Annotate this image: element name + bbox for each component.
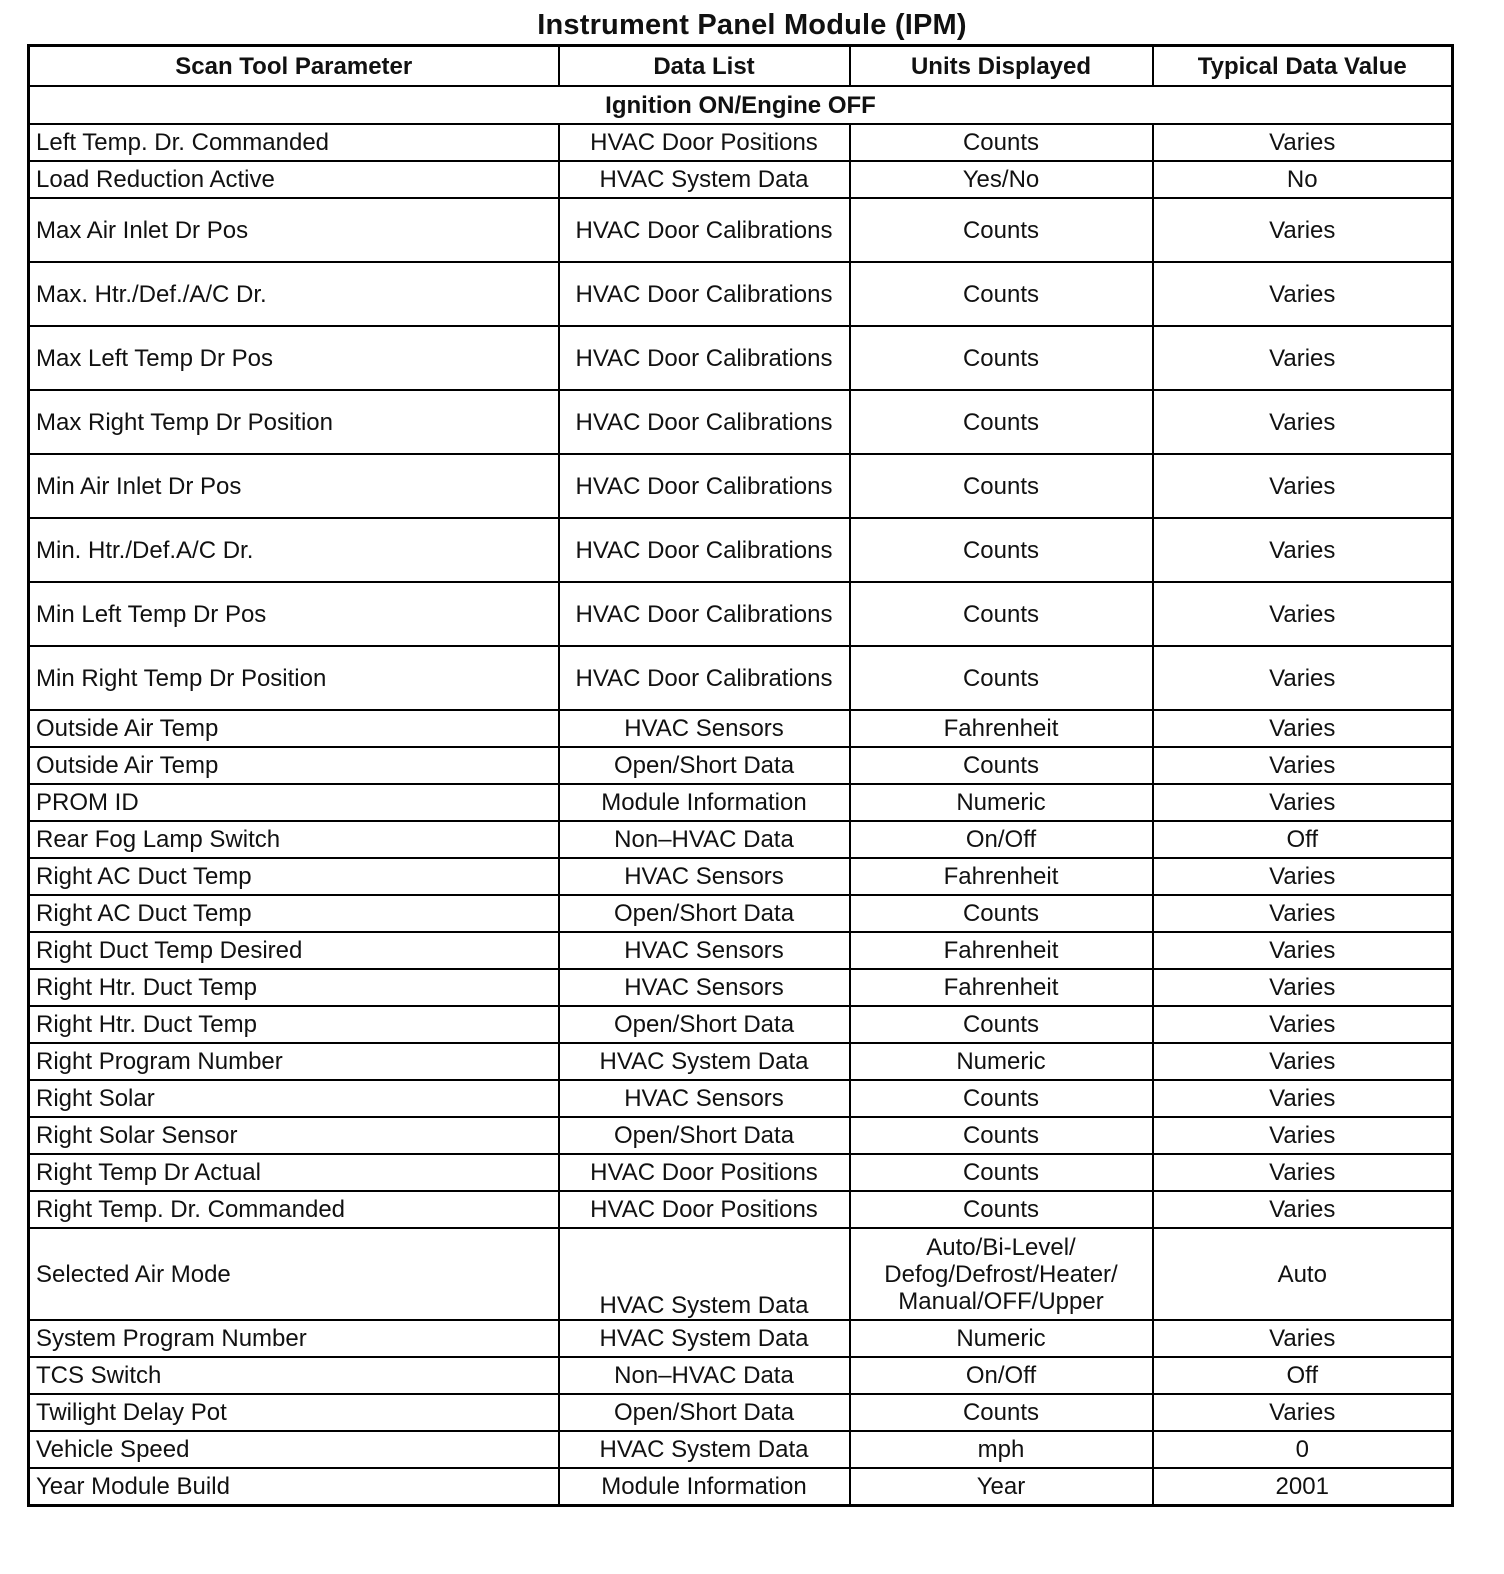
cell-data-list: HVAC Door Calibrations — [559, 390, 850, 454]
cell-parameter: Right Solar — [29, 1080, 559, 1117]
table-row — [29, 518, 1453, 582]
cell-units: Numeric — [850, 784, 1153, 821]
cell-units: Counts — [850, 1191, 1153, 1228]
table-row — [29, 1006, 1453, 1043]
cell-parameter: Max. Htr./Def./A/C Dr. — [29, 262, 559, 326]
cell-units: Counts — [850, 1154, 1153, 1191]
table-row — [29, 646, 1453, 710]
cell-data-list: HVAC System Data — [559, 1431, 850, 1468]
table-row — [29, 582, 1453, 646]
table-row — [29, 1320, 1453, 1357]
cell-data-list: HVAC Door Calibrations — [559, 262, 850, 326]
cell-parameter: Rear Fog Lamp Switch — [29, 821, 559, 858]
cell-units: Counts — [850, 747, 1153, 784]
cell-typical: Off — [1153, 1357, 1453, 1394]
cell-units: Counts — [850, 1117, 1153, 1154]
cell-units: Counts — [850, 326, 1153, 390]
table-row — [29, 1431, 1453, 1468]
table-row — [29, 1191, 1453, 1228]
cell-parameter: PROM ID — [29, 784, 559, 821]
cell-parameter: Max Right Temp Dr Position — [29, 390, 559, 454]
cell-typical: Auto — [1153, 1228, 1453, 1320]
ipm-data-table — [27, 44, 1454, 1507]
cell-typical: Varies — [1153, 1117, 1453, 1154]
cell-typical: Varies — [1153, 932, 1453, 969]
cell-parameter: Right Duct Temp Desired — [29, 932, 559, 969]
cell-units: On/Off — [850, 821, 1153, 858]
cell-parameter: Max Air Inlet Dr Pos — [29, 198, 559, 262]
cell-units: Counts — [850, 454, 1153, 518]
cell-units: Yes/No — [850, 161, 1153, 198]
cell-units: Counts — [850, 198, 1153, 262]
cell-data-list: Open/Short Data — [559, 895, 850, 932]
table-row — [29, 454, 1453, 518]
cell-parameter: System Program Number — [29, 1320, 559, 1357]
cell-data-list: HVAC Door Positions — [559, 1191, 850, 1228]
cell-data-list: HVAC Door Calibrations — [559, 582, 850, 646]
cell-units: Counts — [850, 1080, 1153, 1117]
header-scan-tool-parameter: Scan Tool Parameter — [29, 46, 559, 87]
cell-data-list: Open/Short Data — [559, 1117, 850, 1154]
cell-typical: Varies — [1153, 1006, 1453, 1043]
table-row — [29, 710, 1453, 747]
cell-parameter: Right Solar Sensor — [29, 1117, 559, 1154]
cell-data-list: HVAC Door Calibrations — [559, 518, 850, 582]
cell-data-list: HVAC Sensors — [559, 969, 850, 1006]
cell-parameter: Outside Air Temp — [29, 747, 559, 784]
cell-units: Counts — [850, 262, 1153, 326]
table-header-row — [29, 46, 1453, 87]
table-row — [29, 932, 1453, 969]
cell-typical: Varies — [1153, 646, 1453, 710]
cell-data-list: Non–HVAC Data — [559, 821, 850, 858]
cell-parameter: Outside Air Temp — [29, 710, 559, 747]
cell-typical: Varies — [1153, 262, 1453, 326]
cell-typical: Varies — [1153, 1191, 1453, 1228]
cell-typical: Varies — [1153, 710, 1453, 747]
table-row — [29, 895, 1453, 932]
table-row — [29, 1228, 1453, 1320]
table-row — [29, 1394, 1453, 1431]
cell-typical: Varies — [1153, 198, 1453, 262]
cell-typical: Varies — [1153, 326, 1453, 390]
section-label: Ignition ON/Engine OFF — [29, 86, 1453, 124]
table-row — [29, 858, 1453, 895]
cell-typical: Varies — [1153, 1320, 1453, 1357]
cell-units: Fahrenheit — [850, 932, 1153, 969]
table-row — [29, 1468, 1453, 1506]
cell-typical: 2001 — [1153, 1468, 1453, 1506]
cell-units: Counts — [850, 124, 1153, 161]
cell-units: Fahrenheit — [850, 969, 1153, 1006]
cell-typical: Varies — [1153, 895, 1453, 932]
cell-data-list: HVAC Door Positions — [559, 124, 850, 161]
cell-parameter: Right Temp Dr Actual — [29, 1154, 559, 1191]
cell-parameter: Twilight Delay Pot — [29, 1394, 559, 1431]
cell-parameter: Right Htr. Duct Temp — [29, 1006, 559, 1043]
cell-parameter: Right Temp. Dr. Commanded — [29, 1191, 559, 1228]
cell-parameter: Left Temp. Dr. Commanded — [29, 124, 559, 161]
cell-typical: Varies — [1153, 1394, 1453, 1431]
table-row — [29, 1080, 1453, 1117]
table-row — [29, 1154, 1453, 1191]
cell-units: Counts — [850, 1006, 1153, 1043]
cell-data-list: HVAC Sensors — [559, 858, 850, 895]
cell-units: Year — [850, 1468, 1153, 1506]
cell-units: Counts — [850, 582, 1153, 646]
cell-parameter: Min Right Temp Dr Position — [29, 646, 559, 710]
table-row — [29, 1043, 1453, 1080]
cell-units: Counts — [850, 646, 1153, 710]
cell-parameter: Min Air Inlet Dr Pos — [29, 454, 559, 518]
table-row — [29, 784, 1453, 821]
cell-typical: Varies — [1153, 1080, 1453, 1117]
cell-data-list: HVAC System Data — [559, 161, 850, 198]
cell-typical: Off — [1153, 821, 1453, 858]
table-row — [29, 262, 1453, 326]
table-row — [29, 326, 1453, 390]
cell-data-list: Open/Short Data — [559, 1394, 850, 1431]
cell-data-list: Module Information — [559, 784, 850, 821]
cell-parameter: Load Reduction Active — [29, 161, 559, 198]
cell-data-list: Open/Short Data — [559, 1006, 850, 1043]
cell-parameter: Right Htr. Duct Temp — [29, 969, 559, 1006]
table-row — [29, 1117, 1453, 1154]
cell-parameter: TCS Switch — [29, 1357, 559, 1394]
cell-typical: Varies — [1153, 1043, 1453, 1080]
cell-parameter: Right AC Duct Temp — [29, 858, 559, 895]
cell-typical: Varies — [1153, 518, 1453, 582]
cell-typical: Varies — [1153, 1154, 1453, 1191]
cell-units: mph — [850, 1431, 1153, 1468]
cell-typical: Varies — [1153, 784, 1453, 821]
cell-parameter: Vehicle Speed — [29, 1431, 559, 1468]
cell-parameter: Selected Air Mode — [29, 1228, 559, 1320]
table-row — [29, 198, 1453, 262]
cell-data-list: HVAC System Data — [559, 1043, 850, 1080]
cell-units: Auto/Bi-Level/ Defog/Defrost/Heater/ Manual/OFF/Upper — [850, 1228, 1153, 1320]
cell-parameter: Min. Htr./Def.A/C Dr. — [29, 518, 559, 582]
cell-typical: 0 — [1153, 1431, 1453, 1468]
header-units-displayed: Units Displayed — [850, 46, 1153, 87]
cell-typical: Varies — [1153, 582, 1453, 646]
cell-data-list: HVAC Door Calibrations — [559, 646, 850, 710]
cell-parameter: Right Program Number — [29, 1043, 559, 1080]
cell-typical: Varies — [1153, 390, 1453, 454]
cell-data-list: HVAC Door Positions — [559, 1154, 850, 1191]
cell-data-list: HVAC Sensors — [559, 710, 850, 747]
cell-data-list: HVAC Sensors — [559, 932, 850, 969]
cell-data-list: Non–HVAC Data — [559, 1357, 850, 1394]
cell-data-list: HVAC Door Calibrations — [559, 454, 850, 518]
table-row — [29, 821, 1453, 858]
cell-data-list: HVAC System Data — [559, 1228, 850, 1320]
cell-units: Counts — [850, 895, 1153, 932]
cell-units: Counts — [850, 518, 1153, 582]
cell-data-list: HVAC System Data — [559, 1320, 850, 1357]
cell-data-list: HVAC Sensors — [559, 1080, 850, 1117]
table-row — [29, 124, 1453, 161]
cell-data-list: HVAC Door Calibrations — [559, 198, 850, 262]
cell-units: Fahrenheit — [850, 710, 1153, 747]
cell-parameter: Min Left Temp Dr Pos — [29, 582, 559, 646]
header-data-list: Data List — [559, 46, 850, 87]
cell-parameter: Right AC Duct Temp — [29, 895, 559, 932]
cell-units: Fahrenheit — [850, 858, 1153, 895]
table-row — [29, 969, 1453, 1006]
cell-typical: No — [1153, 161, 1453, 198]
table-row — [29, 747, 1453, 784]
cell-units: Numeric — [850, 1320, 1153, 1357]
header-typical-data-value: Typical Data Value — [1153, 46, 1453, 87]
cell-typical: Varies — [1153, 747, 1453, 784]
table-row — [29, 390, 1453, 454]
cell-data-list: Module Information — [559, 1468, 850, 1506]
table-row — [29, 161, 1453, 198]
cell-parameter: Year Module Build — [29, 1468, 559, 1506]
cell-units: Numeric — [850, 1043, 1153, 1080]
cell-parameter: Max Left Temp Dr Pos — [29, 326, 559, 390]
cell-typical: Varies — [1153, 969, 1453, 1006]
page-title: Instrument Panel Module (IPM) — [537, 9, 967, 41]
cell-data-list: Open/Short Data — [559, 747, 850, 784]
cell-data-list: HVAC Door Calibrations — [559, 326, 850, 390]
section-row — [29, 86, 1453, 124]
cell-units: On/Off — [850, 1357, 1153, 1394]
cell-units: Counts — [850, 390, 1153, 454]
cell-typical: Varies — [1153, 124, 1453, 161]
cell-typical: Varies — [1153, 858, 1453, 895]
cell-typical: Varies — [1153, 454, 1453, 518]
table-row — [29, 1357, 1453, 1394]
cell-units: Counts — [850, 1394, 1153, 1431]
